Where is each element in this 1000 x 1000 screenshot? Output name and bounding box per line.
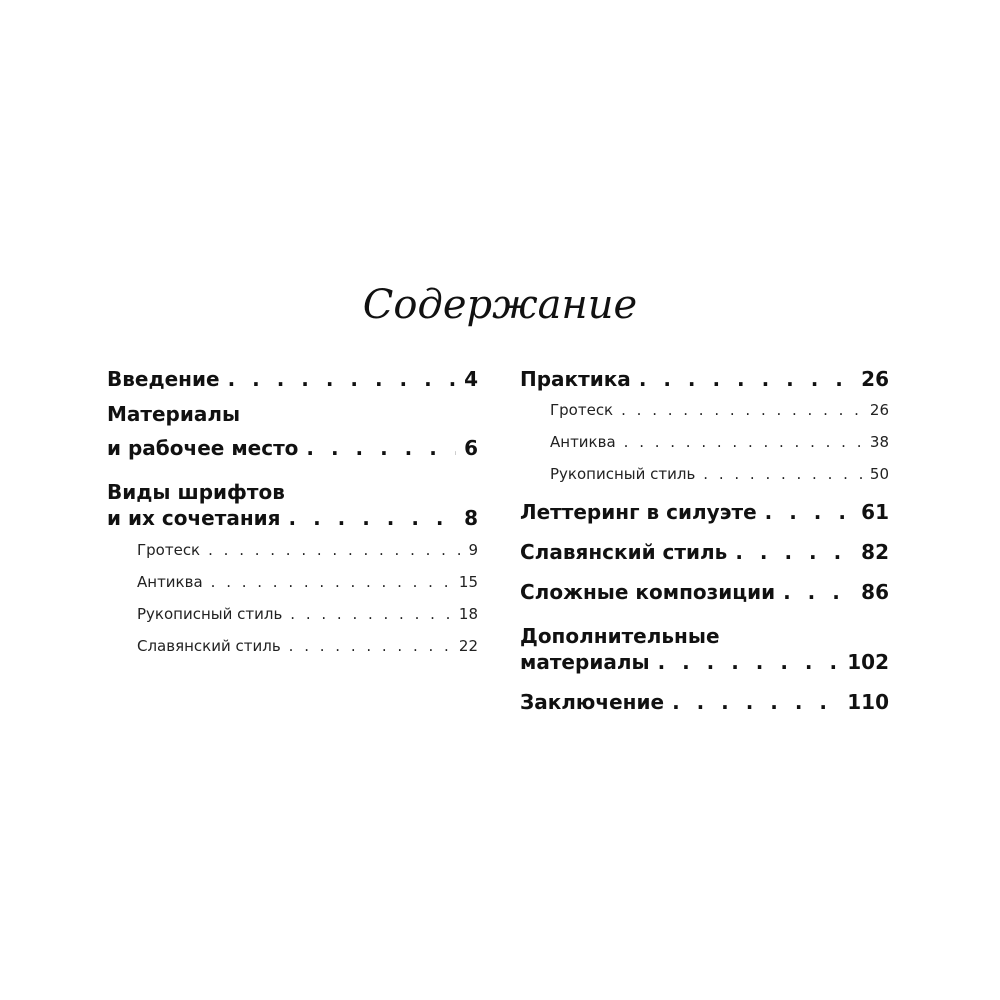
toc-subentry[interactable]	[107, 605, 478, 623]
toc-entry[interactable]	[520, 650, 889, 674]
entry-page: 38	[869, 433, 889, 451]
entry-page: 102	[847, 650, 889, 674]
entry-page: 9	[468, 541, 478, 559]
toc-entry[interactable]	[107, 506, 478, 530]
entry-label: Славянский стиль	[137, 637, 281, 655]
entry-page: 18	[458, 605, 478, 623]
toc-subentry[interactable]	[520, 401, 889, 419]
entry-label: Рукописный стиль	[137, 605, 283, 623]
entry-page: 61	[861, 500, 889, 524]
entry-page: 26	[861, 367, 889, 391]
toc-subentry[interactable]	[107, 573, 478, 591]
entry-label: Славянский стиль	[520, 540, 728, 564]
toc-subentry[interactable]	[520, 465, 889, 483]
entry-label-line1: Материалы	[107, 402, 241, 426]
entry-label: Рукописный стиль	[550, 465, 696, 483]
entry-label-line1: Дополнительные	[520, 624, 720, 648]
entry-label: и рабочее место	[107, 436, 299, 460]
toc-entry[interactable]	[520, 540, 889, 564]
entry-page: 4	[464, 367, 478, 391]
entry-page: 86	[861, 580, 889, 604]
entry-label: Заключение	[520, 690, 665, 714]
entry-label: Антиква	[550, 433, 616, 451]
toc-entry[interactable]	[520, 367, 889, 391]
toc-entry[interactable]	[107, 367, 478, 391]
toc-subentry[interactable]	[520, 433, 889, 451]
toc-entry[interactable]	[520, 690, 889, 714]
entry-page: 82	[861, 540, 889, 564]
entry-page: 26	[869, 401, 889, 419]
toc-subentry[interactable]	[107, 541, 478, 559]
entry-page: 110	[847, 690, 889, 714]
entry-label: Практика	[520, 367, 631, 391]
entry-page: 8	[464, 506, 478, 530]
entry-page: 22	[458, 637, 478, 655]
page-title: Содержание	[362, 282, 638, 328]
entry-label: Введение	[107, 367, 220, 391]
entry-label: Гротеск	[137, 541, 201, 559]
entry-label: Сложные композиции	[520, 580, 776, 604]
toc-entry[interactable]	[107, 436, 478, 460]
entry-page: 15	[458, 573, 478, 591]
entry-label: и их сочетания	[107, 506, 281, 530]
entry-label: Антиква	[137, 573, 203, 591]
entry-label: Гротеск	[550, 401, 614, 419]
toc-subentry[interactable]	[107, 637, 478, 655]
entry-page: 50	[869, 465, 889, 483]
entry-page: 6	[464, 436, 478, 460]
entry-label-line1: Виды шрифтов	[107, 480, 285, 504]
toc-entry[interactable]	[520, 500, 889, 524]
entry-label: Леттеринг в силуэте	[520, 500, 757, 524]
toc-entry[interactable]	[520, 580, 889, 604]
entry-label: материалы	[520, 650, 650, 674]
